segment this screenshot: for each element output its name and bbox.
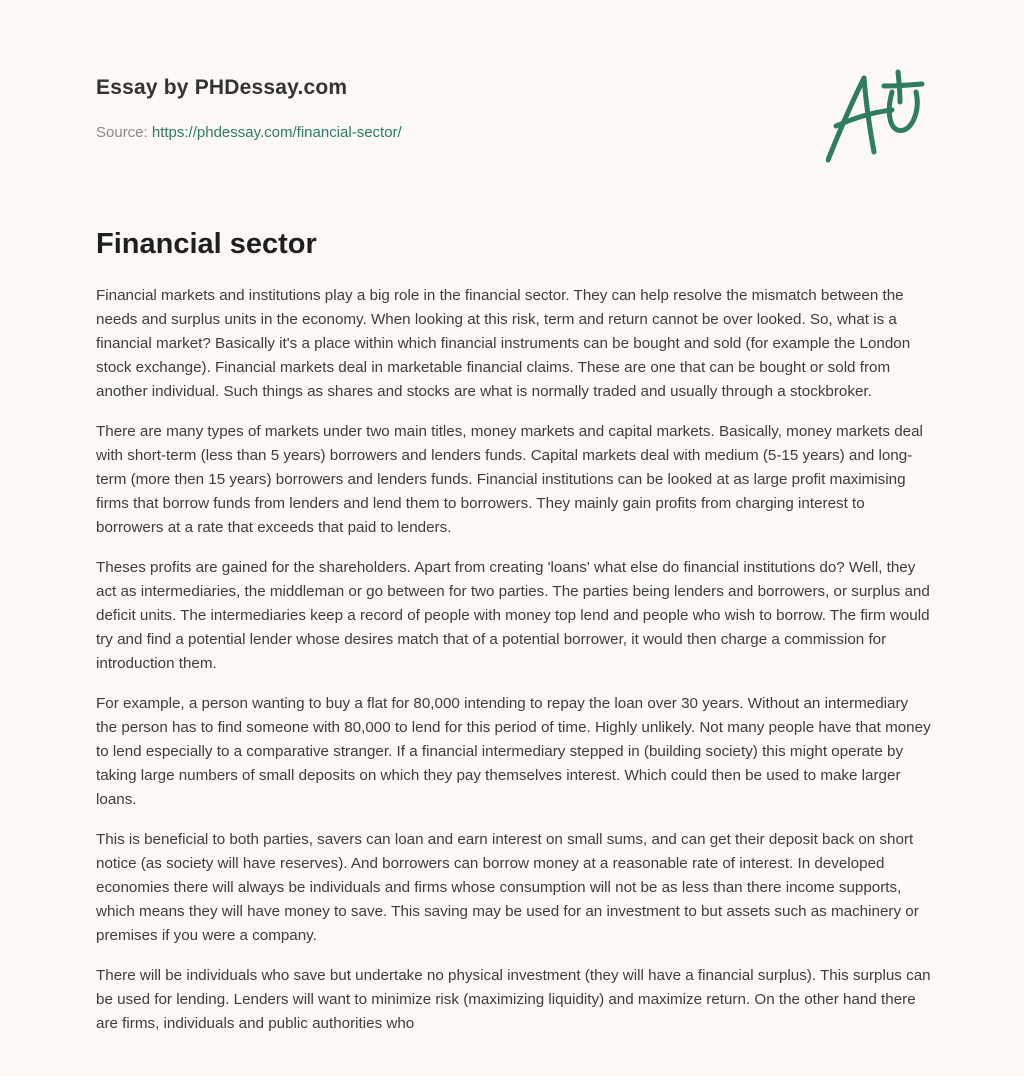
- essay-paragraph: There will be individuals who save but undertake no physical investment (they will have a financial surplus). This surplus can be used for lending. Lenders will want to minimize risk (maximizing liquidity) and maximize return. On the other hand there are firms, individuals and public authorities who: [96, 967, 931, 1032]
- a-plus-logo-icon: [826, 68, 926, 164]
- essay-paragraph: Financial markets and institutions play a big role in the financial sector. They can help resolve the mismatch between the needs and surplus units in the economy. When looking at this risk, term and return cannot be over looked. So, what is a financial market? Basically it's a place within which financial instruments can be bought and sold (for example the London stock exchange). Financial markets deal in marketable financial claims. These are one that can be bought or sold from another individual. Such things as shares and stocks are what is normally traded and usually through a stockbroker.: [96, 287, 911, 400]
- source-label: Source:: [96, 124, 152, 141]
- source-link[interactable]: https://phdessay.com/financial-sector/: [151, 124, 402, 141]
- essay-title: Financial sector: [96, 228, 317, 260]
- essay-body: [96, 284, 932, 1052]
- essay-page: [96, 0, 931, 1076]
- essay-paragraph: For example, a person wanting to buy a flat for 80,000 intending to repay the loan over 30 years. Without an intermediary the person has to find someone with 80,000 to lend for this period of time. Highly unlikely. Not many people have that money to lend especially to a comparative stranger. If a financial intermediary stepped in (building society) this might operate by taking large numbers of small deposits on which they pay themselves interest. Which could then be used to make larger loans.: [96, 695, 931, 808]
- source-line: [96, 124, 402, 141]
- essay-paragraph: This is beneficial to both parties, savers can loan and earn interest on small sums, and can get their deposit back on short notice (as society will have reserves). And borrowers can borrow money at a reasonable rate of interest. In developed economies there will always be individuals and firms whose consumption will not be as less than there income supports, which means they will have money to save. This saving may be used for an investment to but assets such as machinery or premises if you were a company.: [96, 831, 919, 944]
- essay-paragraph: There are many types of markets under two main titles, money markets and capital markets. Basically, money markets deal with short-term (less than 5 years) borrowers and lenders funds. Capital markets deal with medium (5-15 years) and long-term (more then 15 years) borrowers and lenders funds. Financial institutions can be looked at as large profit maximising firms that borrow funds from lenders and lend them to borrowers. They mainly gain profits from charging interest to borrowers at a rate that exceeds that paid to lenders.: [96, 423, 923, 536]
- brand-title: Essay by PHDessay.com: [96, 76, 348, 99]
- essay-paragraph: Theses profits are gained for the shareholders. Apart from creating 'loans' what else do financial institutions do? Well, they act as intermediaries, the middleman or go between for two parties. The parties being lenders and borrowers, or surplus and deficit units. The intermediaries keep a record of people with money top lend and people who wish to borrow. The firm would try and find a potential lender whose desires match that of a potential borrower, it would then charge a commission for introduction them.: [96, 559, 930, 672]
